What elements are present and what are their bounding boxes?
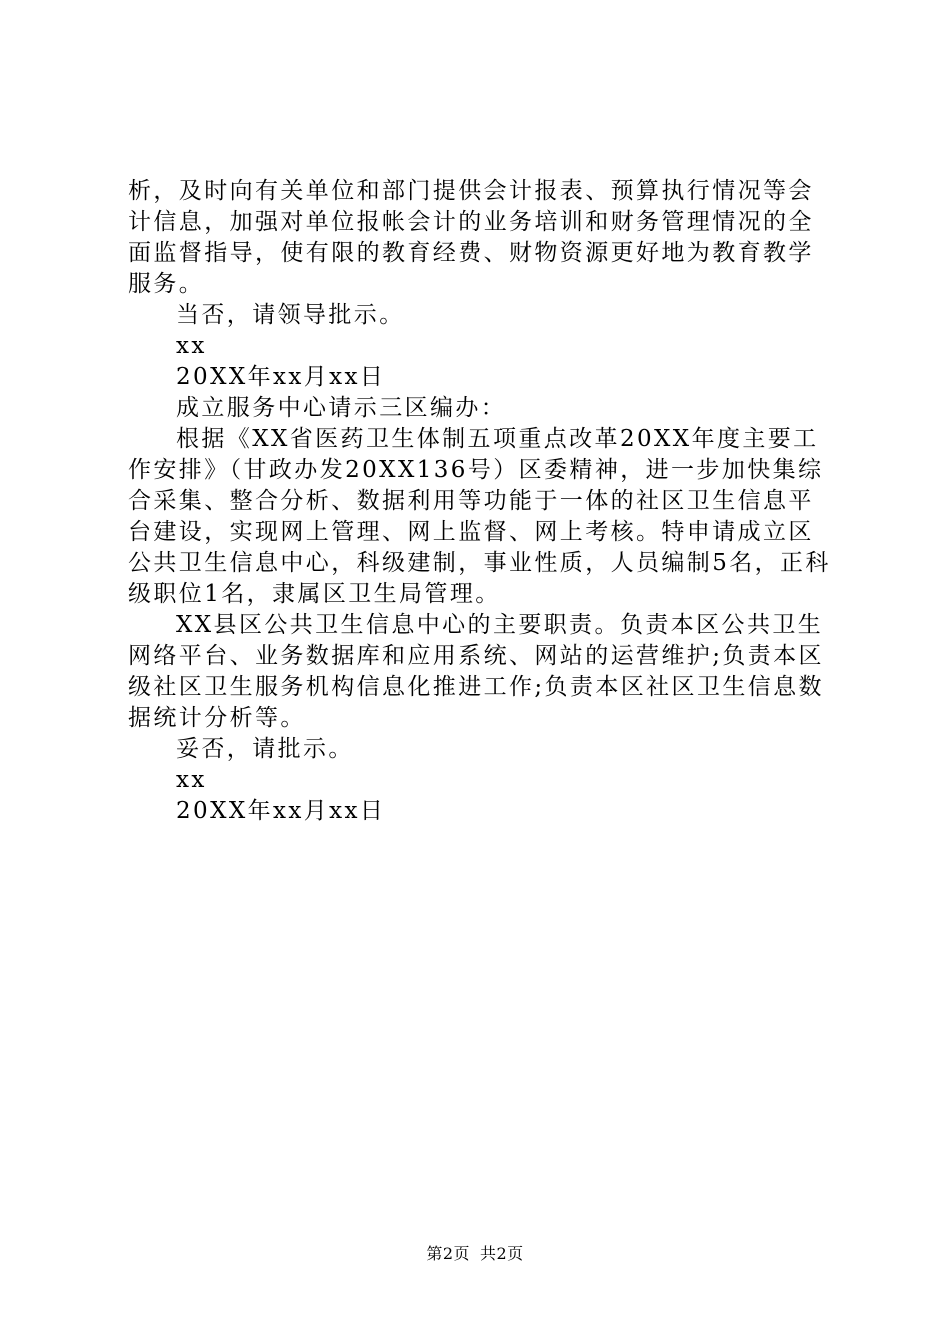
page-number: 第2页 [426,1244,470,1263]
paragraph-heading: 成立服务中心请示三区编办： [176,395,507,421]
paragraph-continuation: 析，及时向有关单位和部门提供会计报表、预算执行情况等会计信息，加强对单位报帐会计的业务培训和财务管理情况的全面监督指导，使有限的教育经费、财物资源更好地为教育教学服务。 [128,178,814,297]
paragraph-date: 20XX年xx月xx日 [176,364,386,390]
document-body [128,176,838,827]
paragraph-closing-request: 当否，请领导批示。 [176,302,405,328]
paragraph-closing-approval: 妥否，请批示。 [176,736,354,762]
paragraph-body-basis: 根据《XX省医药卫生体制五项重点改革20XX年度主要工作安排》（甘政办发20XX136号）区委精神，进一步加快集综合采集、整合分析、数据利用等功能于一体的社区卫生信息平台建设，实现网上管理、网上监督、网上考核。特申请成立区公共卫生信息中心，科级建制，事业性质，人员编制5名，正科级职位1名，隶属区卫生局管理。 [128,426,831,607]
page-footer [0,1244,950,1264]
paragraph-signature-2: xx [176,767,207,793]
paragraph-body-duties: XX县区公共卫生信息中心的主要职责。负责本区公共卫生网络平台、业务数据库和应用系统、网站的运营维护;负责本区级社区卫生服务机构信息化推进工作;负责本区社区卫生信息数据统计分析等。 [128,612,824,731]
paragraph-date-2: 20XX年xx月xx日 [176,798,386,824]
paragraph-signature: xx [176,333,207,359]
page-total: 共2页 [480,1244,524,1263]
